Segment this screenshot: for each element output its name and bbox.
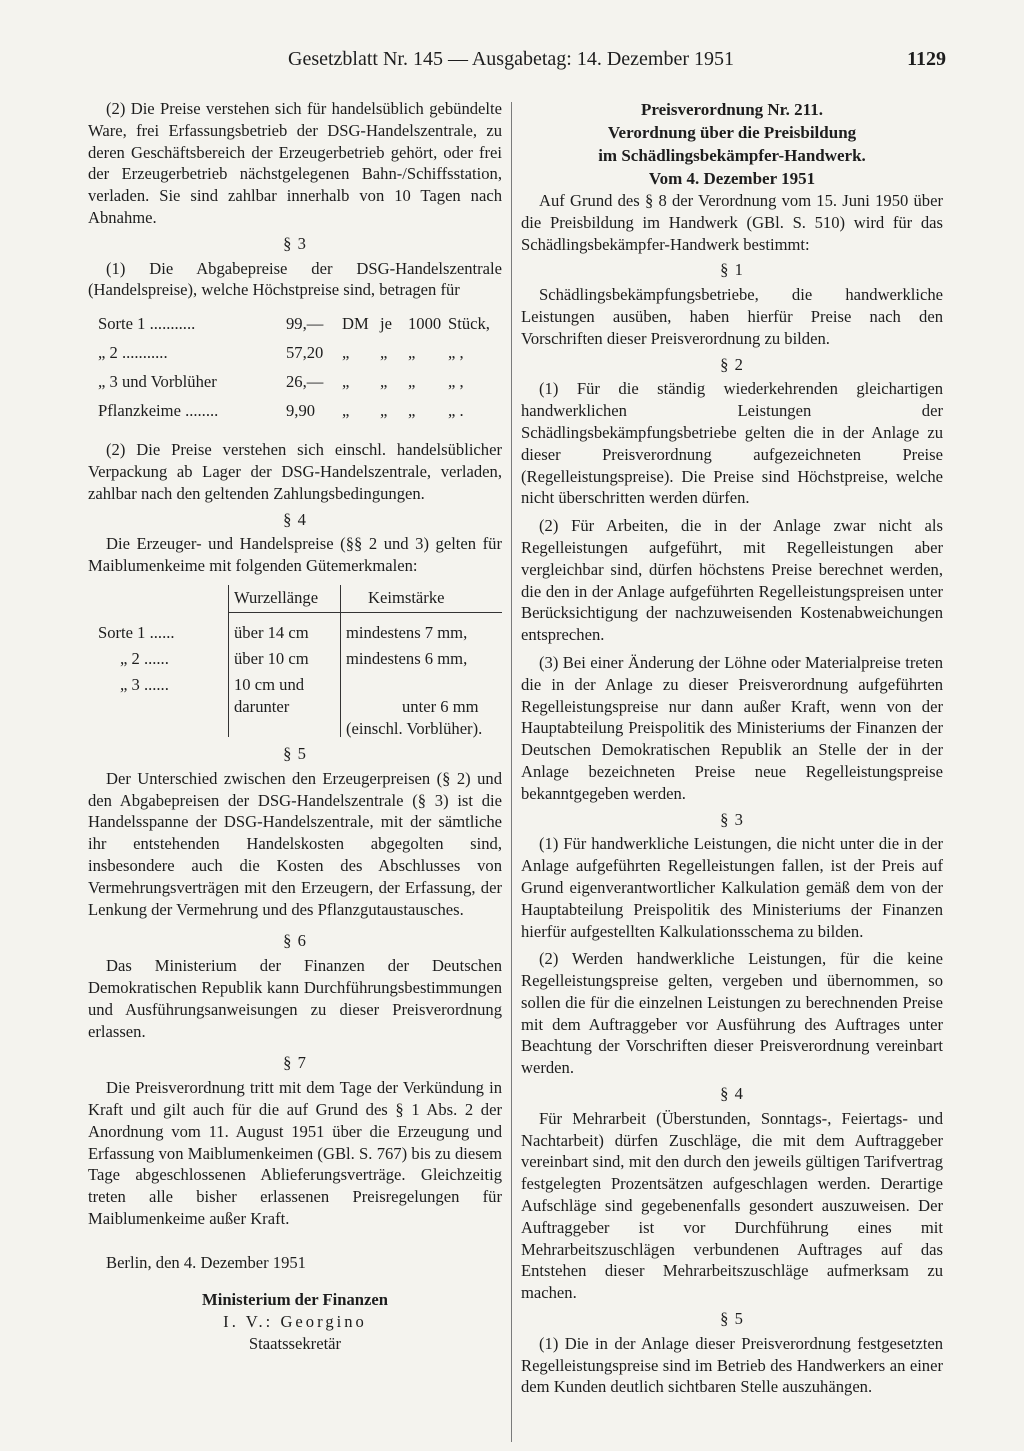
signature-ministry: Ministerium der Finanzen <box>202 1290 388 1310</box>
table-divider <box>228 585 229 737</box>
price-row-name: „ 2 ........... <box>98 343 168 363</box>
section-2-heading: § 2 <box>720 354 744 374</box>
section-4-heading: § 4 <box>283 509 307 529</box>
price-row-item: „ . <box>448 401 464 421</box>
table-cell-germ: unter 6 mm <box>402 696 479 716</box>
right-paragraph-1: Auf Grund des § 8 der Verordnung vom 15. Juni 1950 über die Preisbildung im Handwerk (GBl. S. 510) wird für das Schädlingsbekämpfer-Handwerk bestimmt: <box>521 191 943 254</box>
price-row <box>98 400 502 429</box>
price-row-name: „ 3 und Vorblüher <box>98 372 217 392</box>
right-paragraph-2: Schädlingsbekämpfungsbetriebe, die handwerkliche Leistungen ausüben, haben hierfür Preise nach den Vorschriften dieser Preisverordnung zu bilden. <box>521 285 943 348</box>
price-row-qty: „ <box>408 372 416 392</box>
price-row-qty: 1000 <box>408 314 442 334</box>
price-list <box>98 313 502 429</box>
left-paragraph-7: Die Preisverordnung tritt mit dem Tage der Verkündung in Kraft und gilt auch für die auf Grund des § 1 Abs. 2 der Anordnung vom 11. August 1951 über die Erzeugung und Erfassung von Maiblumenkeimen (GBl. S. 767) bis zu diesem Tage abgeschlossenen Ablieferungsverträge. Gleichzeitig treten alle bisher erlassenen Preisregelungen für Maiblumenkeime außer Kraft. <box>88 1078 502 1228</box>
price-row-name: Sorte 1 ........... <box>98 314 196 334</box>
price-row-price: 26,— <box>286 372 324 392</box>
section-4-heading-right: § 4 <box>720 1084 744 1104</box>
price-row-je: je <box>380 314 392 334</box>
table-header-rule <box>228 612 502 613</box>
right-paragraph-7: (2) Werden handwerkliche Leistungen, für die keine Regelleistungspreise gelten, vergeben und übernommen, so sollen die für die einzelnen Leistungen zu berechnenden Preise mit dem Auftraggeber vor Ausführung des Auftrages unter Beachtung der Vorschriften dieser Preisverordnung vereinbart werden. <box>521 949 943 1078</box>
section-1-heading: § 1 <box>720 260 744 280</box>
section-5-heading: § 5 <box>283 743 307 763</box>
table-divider <box>340 585 341 737</box>
price-row-qty: „ <box>408 343 416 363</box>
ordinance-title-line-1: Verordnung über die Preisbildung <box>607 123 857 142</box>
page-header <box>90 48 946 76</box>
right-paragraph-6: (1) Für handwerkliche Leistungen, die nicht unter die in der Anlage aufgeführten Regelleistungen fallen, ist der Preis auf Grund eigenverantwortlicher Kalkulation gemäß dem von der Hauptabteilung Preispolitik des Ministeriums der Finanzen hierfür aufgestellten Kalkulationsschema zu bilden. <box>521 834 943 941</box>
price-row-je: „ <box>380 401 388 421</box>
price-row-item: Stück, <box>448 314 490 334</box>
right-paragraph-3: (1) Für die ständig wiederkehrenden gleichartigen handwerklichen Leistungen der Schädlingsbekämpfungsbetriebe gelten die in der Anlage zu dieser Preisverordnung aufgezeichneten Preise (Regelleistungspreise). Die Preise sind Höchstpreise, welche nicht überschritten werden dürfen. <box>521 379 943 508</box>
section-3-heading: § 3 <box>283 233 307 253</box>
price-row-price: 57,20 <box>286 343 324 363</box>
right-paragraph-5: (3) Bei einer Änderung der Löhne oder Materialpreise treten die in der Anlage zu dieser Preisverordnung aufgeführten Regelleistungspreise nur dann außer Kraft, wenn von der Hauptabteilung Preispolitik des Ministeriums der Finanzen der Deutschen Demokratischen Republik an Stelle der in der Anlage bezeichneten Preise neue Regelleistungspreise bekanntgegeben werden. <box>521 652 943 803</box>
table-cell-germ: mindestens 7 mm, <box>346 622 468 642</box>
price-row <box>98 342 502 371</box>
right-paragraph-4: (2) Für Arbeiten, die in der Anlage zwar nicht als Regelleistungen aufgeführt, mit Regelleistungen aber vergleichbar sind, dürfen höchstens Preise berechnet werden, die den in der Anlage aufgeführten Regelleistungspreisen unter Berücksichtigung der nachzuweisenden Kostenabweichungen entsprechen. <box>521 516 943 645</box>
table-cell-root: über 14 cm <box>234 622 309 642</box>
table-cell-root: 10 cm und <box>234 674 305 694</box>
header-title: Gesetzblatt Nr. 145 — Ausgabetag: 14. Dezember 1951 <box>288 48 734 70</box>
left-paragraph-1: (2) Die Preise verstehen sich für handelsüblich gebündelte Ware, frei Erfassungsbetrieb der DSG-Handelszentrale, zu deren Geschäftsbereich der Erzeugerbetrieb gehört, oder frei der Erzeugerbetrieb nächstgelegenen Bahn-/Schiffsstation, verladen. Sie sind zahlbar innerhalb von 10 Tagen nach Abnahme. <box>88 99 502 227</box>
table-cell-grade: Sorte 1 ...... <box>98 622 175 642</box>
price-row <box>98 313 502 342</box>
price-row-unit: „ <box>342 372 350 392</box>
right-column <box>521 98 943 1398</box>
table-cell-germ-cont: (einschl. Vorblüher). <box>346 718 483 738</box>
price-row-unit: „ <box>342 401 350 421</box>
left-paragraph-5: Der Unterschied zwischen den Erzeugerpreisen (§ 2) und den Abgabepreisen der DSG-Handelszentrale (§ 3) ist die Handelsspanne der DSG-Handelszentrale, mit der sämtliche ihr entstehenden Handelskosten abgegolten sind, insbesondere auch die Kosten des Abschlusses von Vermehrungsverträgen mit den Erzeugern, der Erfassung, der Lenkung der Vermehrung und des Pflanzgutaustausches. <box>88 768 502 919</box>
left-paragraph-6: Das Ministerium der Finanzen der Deutschen Demokratischen Republik kann Durchführungsbestimmungen und Ausführungsanweisungen zu dieser Preisverordnung erlassen. <box>88 956 502 1041</box>
price-row-je: „ <box>380 372 388 392</box>
ordinance-number: Preisverordnung Nr. 211. <box>641 100 823 119</box>
table-cell-root-cont: darunter <box>234 696 290 716</box>
left-column <box>88 98 502 1355</box>
ordinance-title-line-2: im Schädlingsbekämpfer-Handwerk. <box>598 146 866 165</box>
section-5-heading-right: § 5 <box>720 1309 744 1329</box>
table-cell-grade: „ 2 ...... <box>120 648 169 668</box>
price-row-unit: DM <box>342 314 369 334</box>
table-cell-grade: „ 3 ...... <box>120 674 169 694</box>
signature-title: Staatssekretär <box>248 1334 342 1354</box>
price-row-name: Pflanzkeime ........ <box>98 401 219 421</box>
table-cell-germ: mindestens 6 mm, <box>346 648 468 668</box>
price-row-price: 9,90 <box>286 401 316 421</box>
right-paragraph-9: (1) Die in der Anlage dieser Preisverordnung festgesetzten Regelleistungspreise sind im Betrieb des Handwerkers an einer dem Kunden deutlich sichtbaren Stelle auszuhängen. <box>521 1333 943 1397</box>
price-row-unit: „ <box>342 343 350 363</box>
price-row-price: 99,— <box>286 314 324 334</box>
left-paragraph-4: Die Erzeuger- und Handelspreise (§§ 2 und 3) gelten für Maiblumenkeime mit folgenden Gütemerkmalen: <box>88 534 502 576</box>
right-paragraph-8: Für Mehrarbeit (Überstunden, Sonntags-, Feiertags- und Nachtarbeit) dürfen Zuschläge, die mit dem Auftraggeber vereinbart sind, mit den durch den jeweils gültigen Tarifvertrag festgelegten Prozentsätzen aufgeschlagen werden. Derartige Aufschläge sind gegebenenfalls gesondert auszuweisen. Der Auftraggeber ist vor Durchführung eines mit Mehrarbeitszuschlägen verbundenen Auftrages auf das Entstehen dieser Mehrarbeitszuschläge aufmerksam zu machen. <box>521 1108 943 1303</box>
page-number: 1129 <box>907 48 946 70</box>
section-7-heading: § 7 <box>283 1053 307 1073</box>
table-cell-root: über 10 cm <box>234 648 309 668</box>
left-paragraph-2: (1) Die Abgabepreise der DSG-Handelszentrale (Handelspreise), welche Höchstpreise sind, betragen für <box>88 258 502 300</box>
price-row-item: „ , <box>448 343 464 363</box>
place-date: Berlin, den 4. Dezember 1951 <box>106 1252 306 1272</box>
signature-block <box>88 1289 502 1354</box>
section-6-heading: § 6 <box>283 931 307 951</box>
section-3-heading-right: § 3 <box>720 809 744 829</box>
left-paragraph-3: (2) Die Preise verstehen sich einschl. handelsüblicher Verpackung ab Lager der DSG-Handelszentrale, verladen, zahlbar nach den geltenden Zahlungsbedingungen. <box>88 440 502 503</box>
price-row-qty: „ <box>408 401 416 421</box>
header-keimstaerke: Keimstärke <box>368 587 445 607</box>
price-row-je: „ <box>380 343 388 363</box>
header-wurzellaenge: Wurzellänge <box>234 587 319 607</box>
price-row <box>98 371 502 400</box>
ordinance-date: Vom 4. Dezember 1951 <box>648 169 816 188</box>
price-row-item: „ , <box>448 372 464 392</box>
signature-name: I. V.: Georgino <box>223 1312 367 1332</box>
column-divider <box>511 102 512 1442</box>
quality-table <box>98 581 502 737</box>
